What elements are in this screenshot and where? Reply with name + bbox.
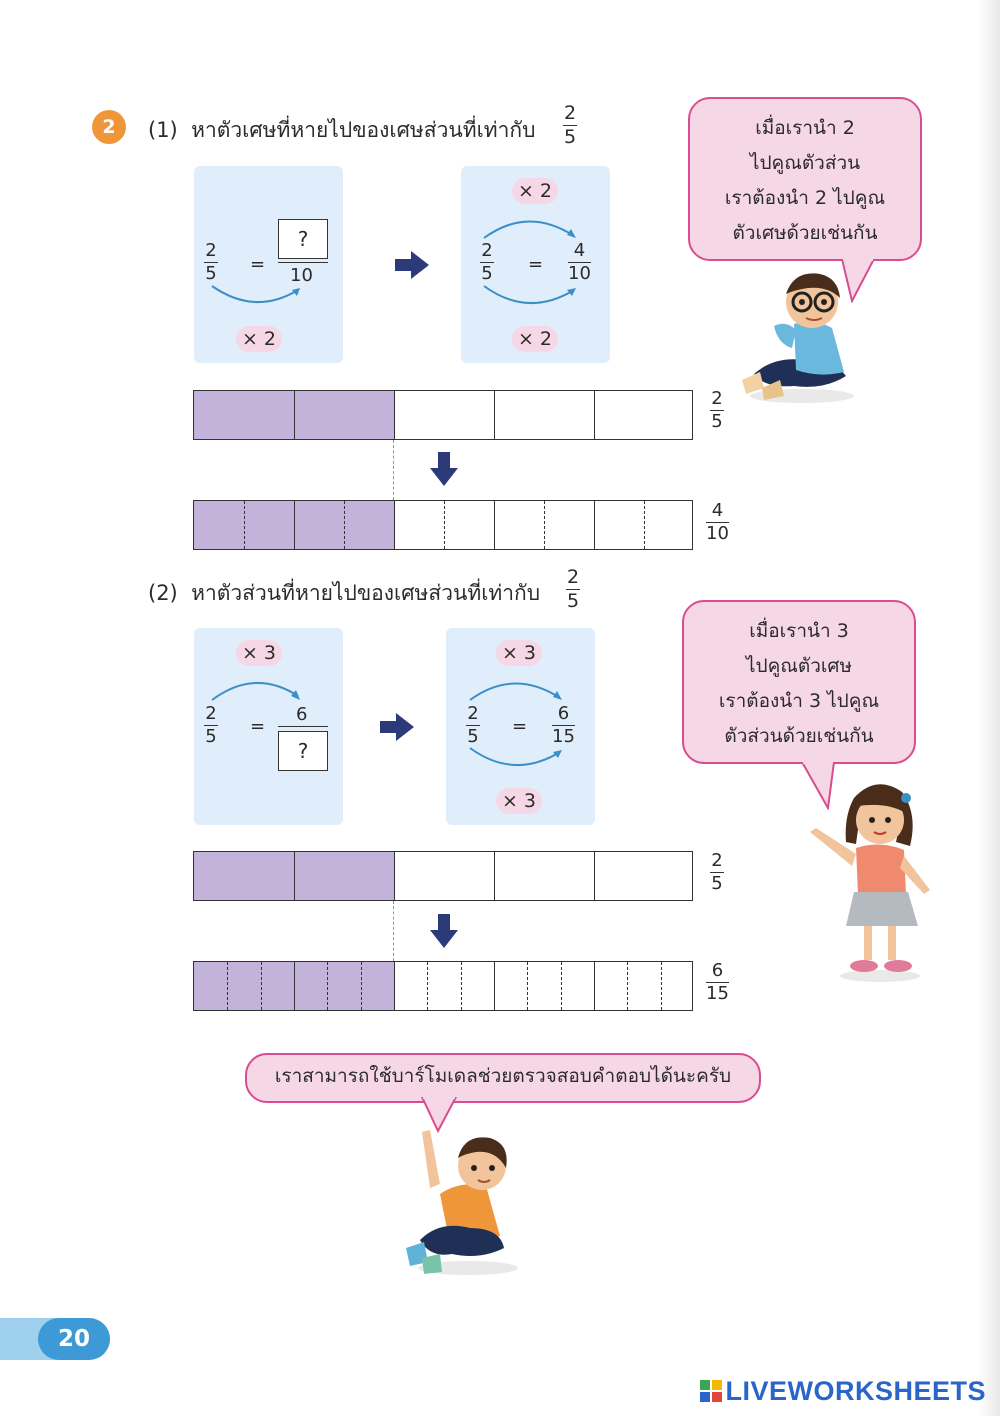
equals-sign: =	[250, 254, 266, 275]
speech-bubble-girl: เมื่อเรานำ 3 ไปคูณตัวเศษ เราต้องนำ 3 ไปคูณ ตัวส่วนด้วยเช่นกัน	[682, 600, 916, 764]
multiply-curve-arrow-top	[470, 212, 590, 242]
alignment-guide	[393, 901, 394, 961]
equals-sign: =	[512, 716, 528, 737]
denominator: 5	[563, 126, 577, 148]
part1-model2-label: 4 10	[706, 500, 729, 544]
part1-left-fraction: 2 5	[205, 240, 217, 284]
liveworksheets-logo[interactable]	[700, 1376, 986, 1407]
right-arrow-icon	[395, 251, 429, 279]
part1-result-fraction: 4 10	[568, 240, 591, 284]
part1-text: หาตัวเศษที่หายไปของเศษส่วนที่เท่ากับ	[191, 118, 536, 142]
part1-bar-model-fifths	[193, 390, 693, 440]
part2-heading	[148, 577, 540, 610]
part2-right-fraction: 2 5	[467, 703, 479, 747]
speech-bubble-bottom: เราสามารถใช้บาร์โมเดลช่วยตรวจสอบคำตอบได้นะครับ	[245, 1053, 761, 1103]
part2-left-fraction: 2 5	[205, 703, 217, 747]
part1-target-fraction	[563, 104, 577, 147]
numerator: 2	[563, 102, 577, 124]
part2-model2-label: 6 15	[706, 960, 729, 1004]
part2-result-fraction: 6 15	[552, 703, 575, 747]
right-arrow-icon	[380, 713, 414, 741]
multiplier-pill-bottom: × 3	[496, 788, 542, 814]
multiplier-pill: × 2	[236, 326, 282, 352]
missing-numerator-box[interactable]: ?	[278, 219, 328, 259]
boy-pointing-illustration	[400, 1128, 530, 1278]
part1-bar-model-tenths	[193, 500, 693, 550]
boy-with-glasses-illustration	[734, 264, 858, 406]
multiply-curve-arrow	[200, 674, 310, 704]
down-arrow-icon	[430, 452, 458, 486]
multiply-curve-arrow-bottom	[470, 280, 590, 310]
speech-bubble-boy: เมื่อเรานำ 2 ไปคูณตัวส่วน เราต้องนำ 2 ไปคูณ ตัวเศษด้วยเช่นกัน	[688, 97, 922, 261]
equals-sign: =	[250, 716, 266, 737]
page-number: 20	[38, 1318, 110, 1360]
part2-text: หาตัวส่วนที่หายไปของเศษส่วนที่เท่ากับ	[191, 581, 541, 605]
multiply-curve-arrow	[200, 280, 310, 310]
part1-left-denominator: 10	[290, 265, 313, 286]
page-edge-shadow	[978, 0, 1000, 1416]
girl-illustration	[806, 776, 940, 984]
brand-name: LIVEWORKSHEETS	[725, 1376, 986, 1406]
down-arrow-icon	[430, 914, 458, 948]
part2-bar-model-fifths	[193, 851, 693, 901]
part1-heading	[148, 114, 535, 147]
part2-target-fraction: 2 5	[566, 566, 580, 612]
part2-label: (2)	[148, 581, 178, 605]
multiplier-pill-top: × 3	[496, 640, 542, 666]
liveworksheets-icon	[700, 1378, 722, 1400]
part1-right-fraction: 2 5	[481, 240, 493, 284]
multiplier-pill: × 3	[236, 640, 282, 666]
multiplier-pill-top: × 2	[512, 178, 558, 204]
part2-model1-label: 2 5	[711, 850, 723, 894]
part2-left-numerator: 6	[296, 704, 308, 725]
part1-model1-label: 2 5	[711, 388, 723, 432]
equals-sign: =	[528, 254, 544, 275]
part1-label: (1)	[148, 118, 178, 142]
question-number-badge: 2	[92, 110, 126, 144]
missing-denominator-box[interactable]: ?	[278, 731, 328, 771]
fraction-bar	[278, 726, 328, 727]
fraction-bar	[278, 262, 328, 263]
part2-bar-model-fifteenths	[193, 961, 693, 1011]
multiplier-pill-bottom: × 2	[512, 326, 558, 352]
alignment-guide	[393, 440, 394, 500]
multiply-curve-arrow-bottom	[456, 742, 576, 772]
multiply-curve-arrow-top	[456, 674, 576, 704]
